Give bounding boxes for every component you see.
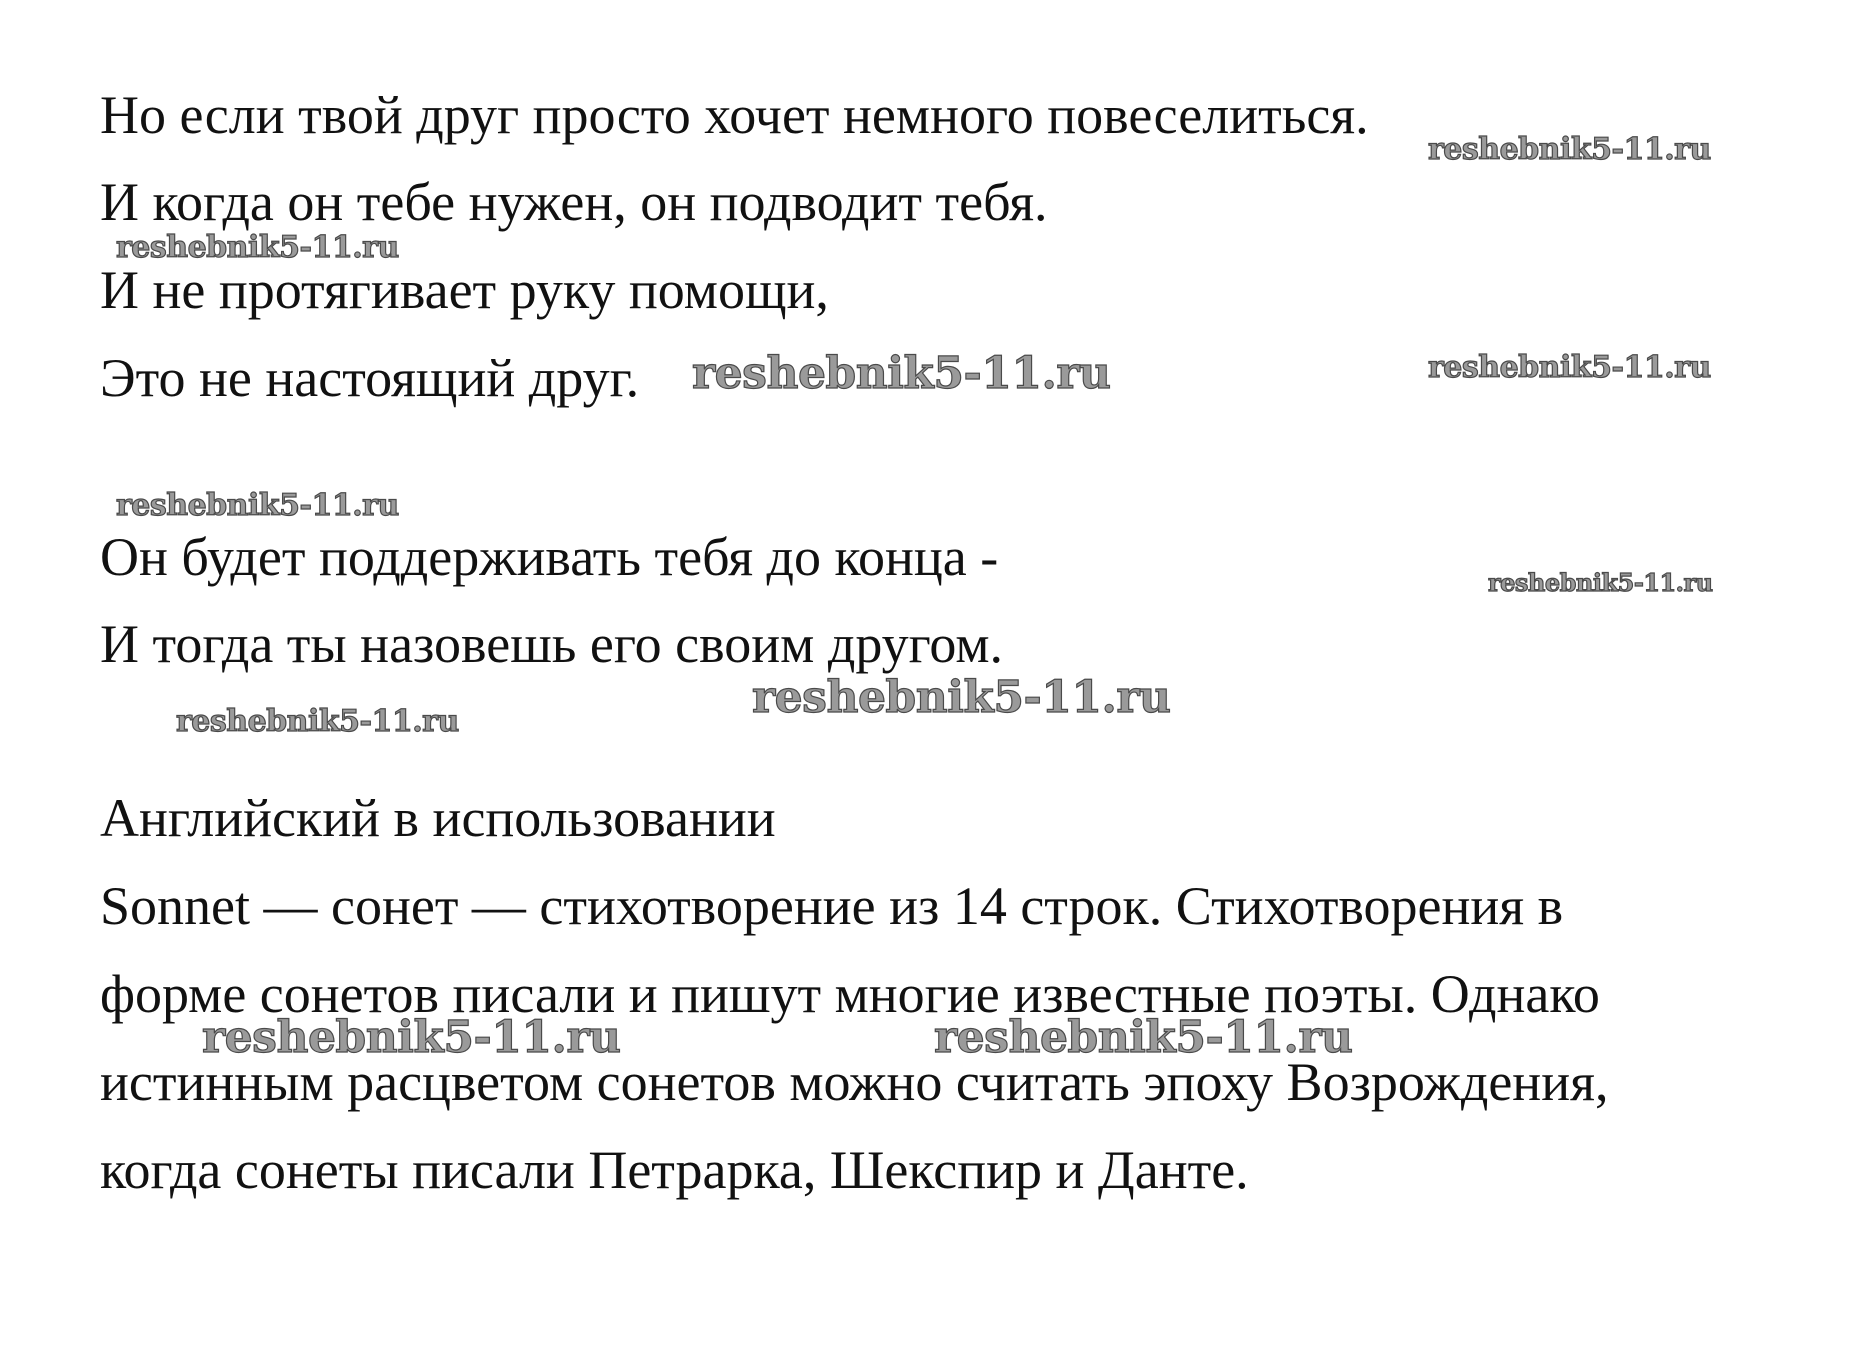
paragraph-line-2: форме сонетов писали и пишут многие известные поэты. Однако — [100, 964, 1600, 1024]
watermark: reshebnik5-11.ru — [116, 488, 399, 523]
watermark: reshebnik5-11.ru — [752, 672, 1171, 723]
watermark: reshebnik5-11.ru — [176, 704, 459, 739]
poem-line-5: Он будет поддерживать тебя до конца - — [100, 527, 999, 587]
watermark: reshebnik5-11.ru — [1428, 350, 1711, 385]
watermark: reshebnik5-11.ru — [202, 1012, 621, 1063]
watermark: reshebnik5-11.ru — [116, 230, 399, 265]
poem-line-2: И когда он тебе нужен, он подводит тебя. — [100, 172, 1048, 232]
paragraph-line-3: истинным расцветом сонетов можно считать эпоху Возрождения, — [100, 1052, 1609, 1112]
section-heading: Английский в использовании — [100, 788, 776, 848]
poem-line-1: Но если твой друг просто хочет немного повеселиться. — [100, 85, 1369, 145]
watermark: reshebnik5-11.ru — [1428, 132, 1711, 167]
paragraph-line-4: когда сонеты писали Петрарка, Шекспир и Данте. — [100, 1140, 1249, 1200]
watermark: reshebnik5-11.ru — [934, 1012, 1353, 1063]
poem-line-6: И тогда ты назовешь его своим другом. — [100, 614, 1004, 674]
poem-line-3: И не протягивает руку помощи, — [100, 260, 829, 320]
watermark: reshebnik5-11.ru — [692, 348, 1111, 399]
poem-line-4: Это не настоящий друг. — [100, 348, 640, 408]
watermark: reshebnik5-11.ru — [1488, 568, 1713, 597]
paragraph-line-1: Sonnet — сонет — стихотворение из 14 строк. Стихотворения в — [100, 876, 1564, 936]
